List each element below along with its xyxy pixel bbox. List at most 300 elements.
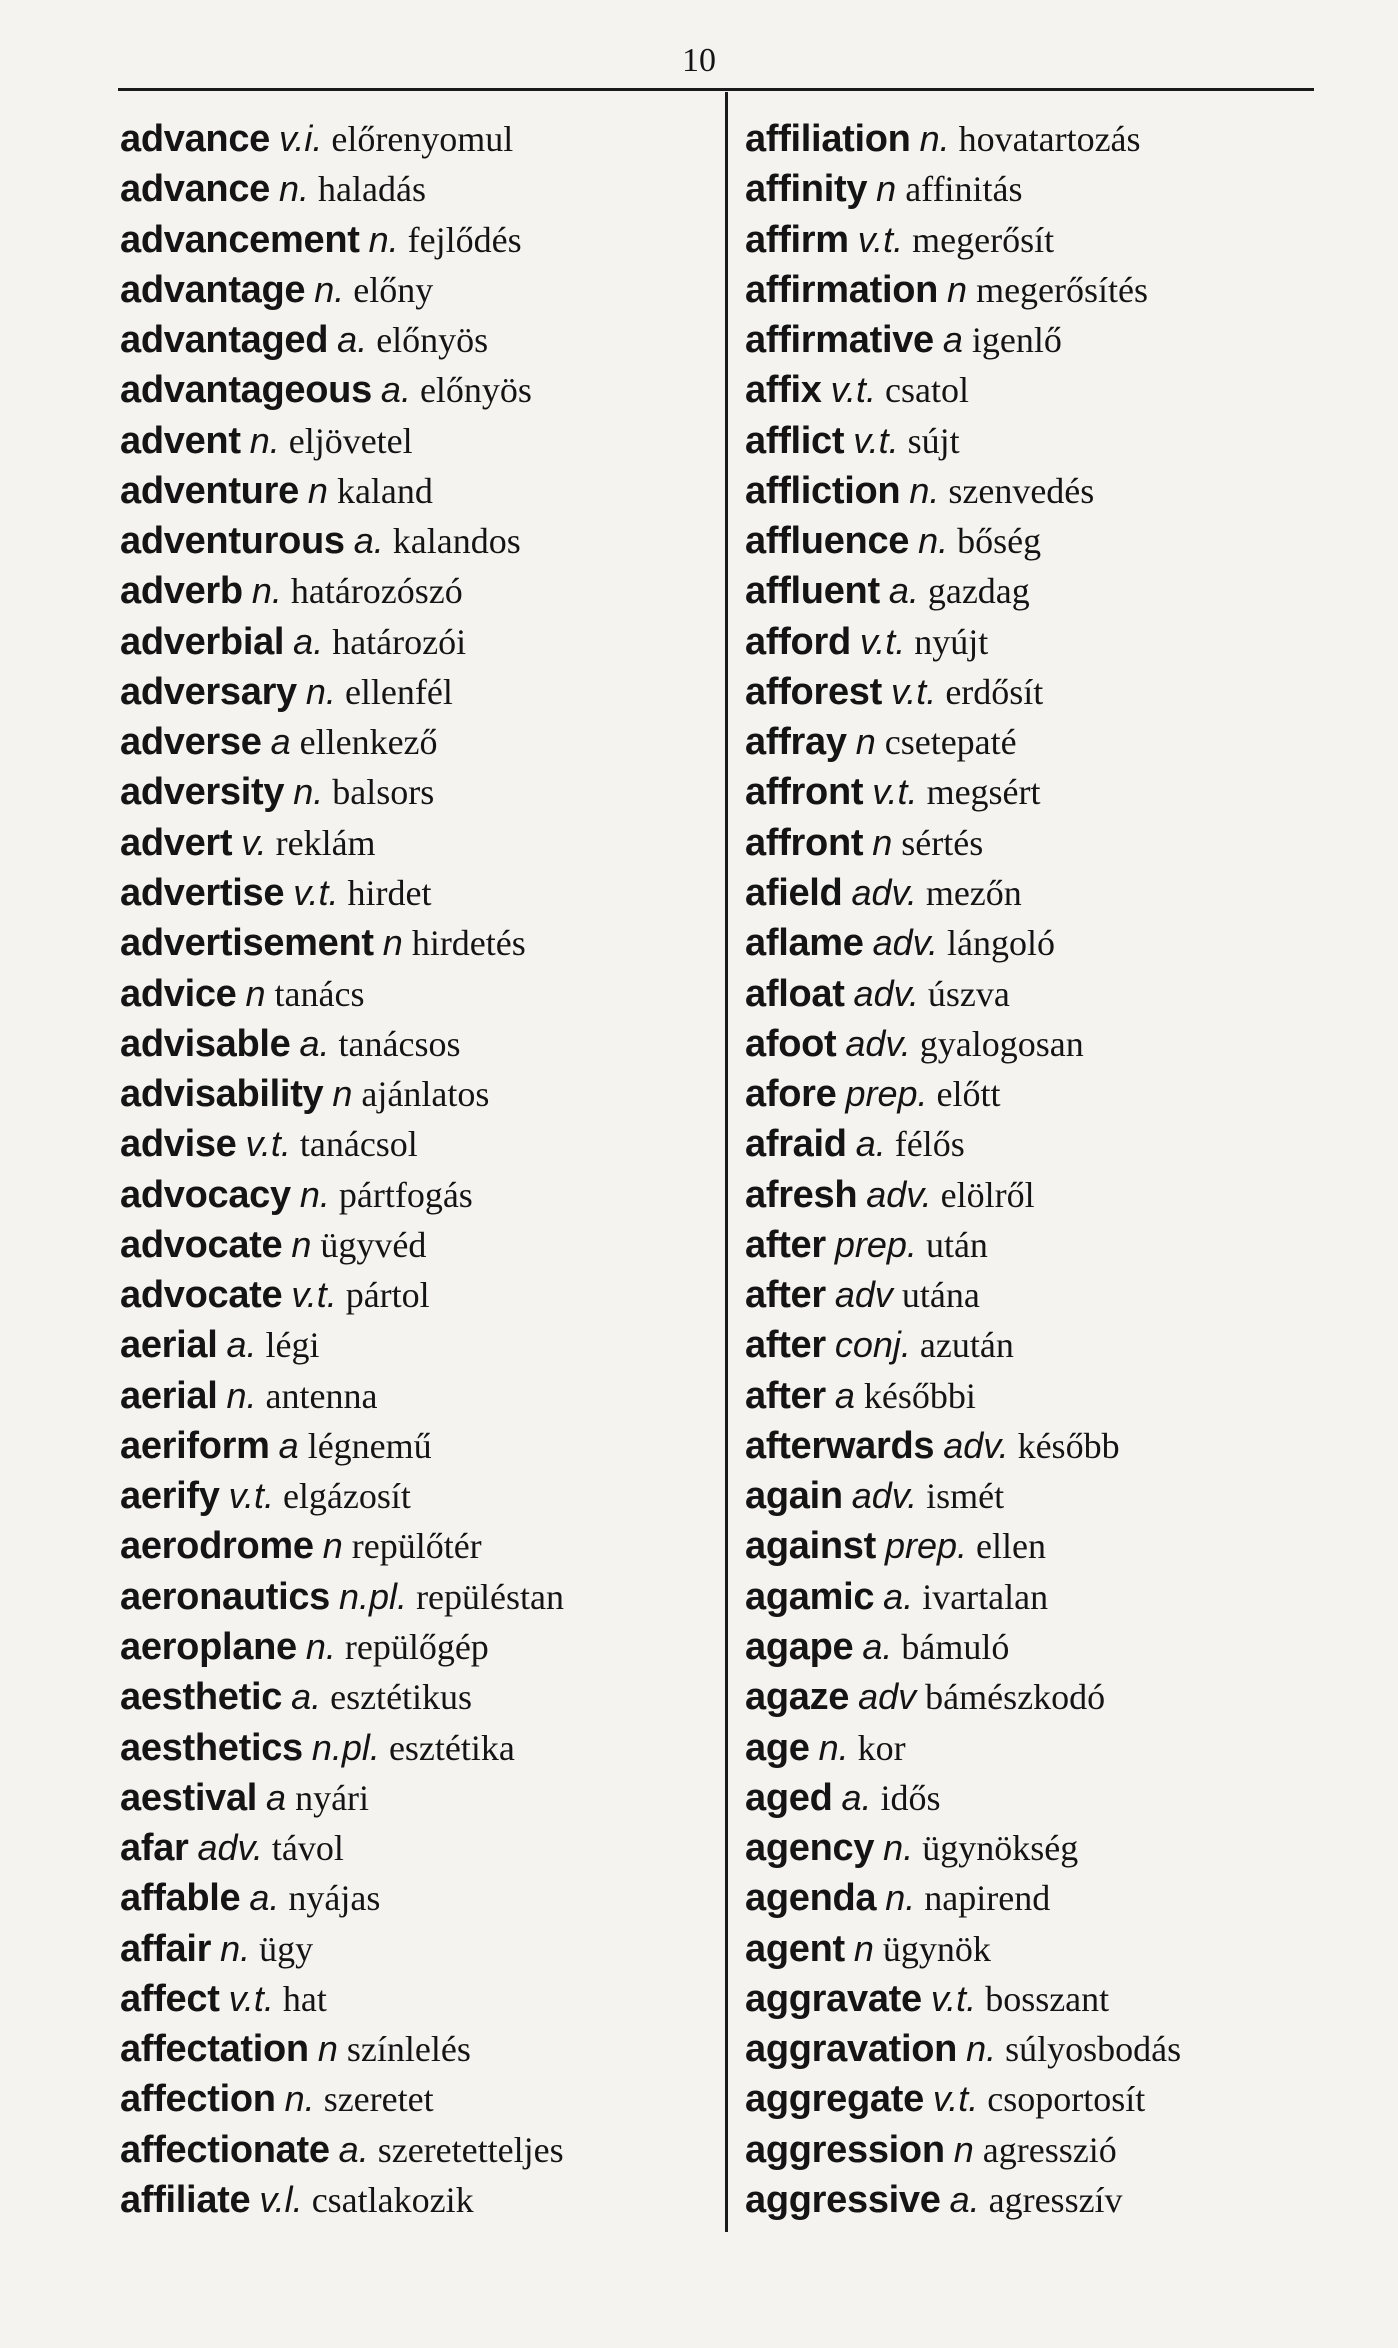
- headword: afraid: [745, 1123, 847, 1166]
- dictionary-entry: [120, 1270, 718, 1320]
- headword: affectation: [120, 2028, 309, 2071]
- dictionary-entry: [120, 717, 718, 767]
- translation: esztétika: [388, 1727, 515, 1768]
- translation: határozói: [332, 621, 467, 662]
- headword: afore: [745, 1073, 837, 1116]
- dictionary-entry: [745, 667, 1345, 717]
- dictionary-entry: [120, 617, 718, 667]
- translation: bámuló: [901, 1626, 1010, 1667]
- dictionary-entry: [745, 1924, 1345, 1974]
- headword: advert: [120, 821, 233, 864]
- translation: megsért: [926, 772, 1041, 813]
- part-of-speech: n.: [909, 469, 940, 511]
- translation: szenvedés: [948, 470, 1095, 511]
- dictionary-entry: [745, 1572, 1345, 1622]
- part-of-speech: a.: [380, 369, 411, 411]
- translation: nyájas: [288, 1878, 381, 1919]
- translation: ellenfél: [344, 671, 453, 712]
- translation: erdősít: [945, 671, 1044, 712]
- dictionary-entry: [745, 1823, 1345, 1873]
- part-of-speech: n.: [883, 1827, 914, 1869]
- translation: ismét: [926, 1476, 1005, 1517]
- dictionary-entry: [745, 969, 1345, 1019]
- translation: gyalogosan: [919, 1023, 1084, 1064]
- dictionary-entry: [745, 1622, 1345, 1672]
- translation: utána: [901, 1275, 980, 1316]
- headword: adversary: [120, 670, 297, 713]
- headword: afield: [745, 871, 843, 914]
- headword: adversity: [120, 771, 285, 814]
- dictionary-entry: [745, 1723, 1345, 1773]
- dictionary-entry: [120, 1119, 718, 1169]
- part-of-speech: v.t.: [228, 1475, 274, 1517]
- left-column: [120, 114, 718, 2225]
- headword: aesthetics: [120, 1726, 303, 1769]
- translation: ügy: [259, 1928, 314, 1969]
- part-of-speech: adv.: [197, 1827, 263, 1869]
- translation: ügynökség: [922, 1828, 1079, 1869]
- dictionary-entry: [745, 114, 1345, 164]
- dictionary-entry: [120, 2175, 718, 2225]
- part-of-speech: a.: [293, 620, 324, 662]
- part-of-speech: n.: [885, 1877, 916, 1919]
- part-of-speech: n: [317, 2028, 338, 2070]
- part-of-speech: n.: [226, 1374, 257, 1416]
- dictionary-entry: [120, 1371, 718, 1421]
- translation: csoportosít: [987, 2079, 1146, 2120]
- part-of-speech: v.t.: [291, 1274, 337, 1316]
- headword: adventurous: [120, 520, 345, 563]
- headword: aggregate: [745, 2078, 924, 2121]
- translation: agresszív: [988, 2179, 1123, 2220]
- headword: affront: [745, 771, 864, 814]
- part-of-speech: a: [266, 1776, 287, 1818]
- headword: advantage: [120, 268, 306, 311]
- headword: aged: [745, 1776, 833, 1819]
- headword: aflame: [745, 922, 864, 965]
- headword: after: [745, 1324, 826, 1367]
- dictionary-entry: [120, 1672, 718, 1722]
- translation: hirdet: [347, 872, 432, 913]
- headword: affix: [745, 369, 822, 412]
- translation: később: [1017, 1425, 1120, 1466]
- dictionary-entry: [120, 1069, 718, 1119]
- headword: affluence: [745, 520, 910, 563]
- translation: repüléstan: [416, 1576, 564, 1617]
- dictionary-entry: [120, 315, 718, 365]
- headword: affray: [745, 721, 847, 764]
- headword: agape: [745, 1625, 854, 1668]
- part-of-speech: a.: [249, 1877, 280, 1919]
- dictionary-entry: [120, 2125, 718, 2175]
- dictionary-entry: [120, 767, 718, 817]
- headword: aeronautics: [120, 1575, 331, 1618]
- translation: ivartalan: [922, 1576, 1049, 1617]
- part-of-speech: v.t.: [932, 2078, 979, 2120]
- dictionary-entry: [745, 2175, 1345, 2225]
- dictionary-entry: [120, 667, 718, 717]
- translation: hirdetés: [411, 923, 526, 964]
- headword: aerial: [120, 1324, 218, 1367]
- headword: afford: [745, 620, 851, 663]
- dictionary-entry: [120, 1773, 718, 1823]
- headword: agent: [745, 1927, 845, 1970]
- dictionary-entry: [745, 1270, 1345, 1320]
- translation: sértés: [901, 822, 984, 863]
- headword: aggressive: [745, 2178, 941, 2221]
- part-of-speech: n: [953, 2128, 974, 2170]
- dictionary-entry: [120, 1220, 718, 1270]
- translation: igenlő: [971, 320, 1062, 361]
- part-of-speech: prep.: [884, 1525, 967, 1567]
- translation: súlyosbodás: [1005, 2029, 1182, 2070]
- part-of-speech: prep.: [845, 1073, 928, 1115]
- translation: határozószó: [290, 571, 463, 612]
- part-of-speech: adv.: [851, 1475, 918, 1517]
- headword: adventure: [120, 469, 299, 512]
- dictionary-entry: [120, 516, 718, 566]
- part-of-speech: a.: [226, 1324, 257, 1366]
- translation: bosszant: [985, 1978, 1110, 2019]
- translation: napirend: [924, 1878, 1051, 1919]
- translation: balsors: [332, 772, 435, 813]
- translation: bámészkodó: [925, 1677, 1106, 1718]
- translation: reklám: [275, 822, 376, 863]
- translation: repülőtér: [351, 1526, 482, 1567]
- part-of-speech: n.: [284, 2078, 315, 2120]
- dictionary-entry: [120, 416, 718, 466]
- headword: aesthetic: [120, 1676, 283, 1719]
- dictionary-entry: [745, 1069, 1345, 1119]
- translation: ellenkező: [299, 722, 438, 763]
- part-of-speech: prep.: [834, 1223, 917, 1265]
- headword: afflict: [745, 419, 845, 462]
- part-of-speech: a.: [291, 1676, 322, 1718]
- part-of-speech: adv: [834, 1274, 893, 1316]
- dictionary-entry: [120, 1572, 718, 1622]
- headword: advocacy: [120, 1173, 291, 1216]
- headword: advise: [120, 1123, 237, 1166]
- part-of-speech: a: [270, 721, 291, 763]
- part-of-speech: n.: [918, 520, 949, 562]
- translation: esztétikus: [330, 1677, 473, 1718]
- dictionary-entry: [120, 1170, 718, 1220]
- translation: előtt: [936, 1074, 1001, 1115]
- part-of-speech: a.: [299, 1022, 330, 1064]
- headword: affinity: [745, 168, 868, 211]
- headword: after: [745, 1274, 826, 1317]
- headword: afoot: [745, 1022, 837, 1065]
- dictionary-entry: [745, 416, 1345, 466]
- dictionary-entry: [745, 1974, 1345, 2024]
- right-column: [745, 114, 1345, 2225]
- translation: ügyvéd: [320, 1224, 427, 1265]
- dictionary-entry: [745, 1421, 1345, 1471]
- dictionary-entry: [745, 164, 1345, 214]
- headword: advent: [120, 419, 241, 462]
- headword: advantageous: [120, 369, 372, 412]
- dictionary-entry: [745, 365, 1345, 415]
- headword: after: [745, 1374, 826, 1417]
- headword: affirm: [745, 218, 849, 261]
- part-of-speech: n: [853, 1927, 874, 1969]
- headword: adverbial: [120, 620, 285, 663]
- translation: azután: [919, 1325, 1014, 1366]
- headword: affluent: [745, 570, 880, 613]
- headword: again: [745, 1475, 843, 1518]
- headword: advocate: [120, 1223, 283, 1266]
- translation: tanácsos: [338, 1023, 461, 1064]
- headword: aggression: [745, 2128, 945, 2171]
- dictionary-entry: [120, 1974, 718, 2024]
- dictionary-entry: [120, 969, 718, 1019]
- headword: afar: [120, 1827, 189, 1870]
- dictionary-entry: [745, 818, 1345, 868]
- part-of-speech: n: [876, 168, 897, 210]
- translation: után: [925, 1224, 988, 1265]
- part-of-speech: v.t.: [293, 871, 339, 913]
- translation: előnyös: [376, 320, 489, 361]
- part-of-speech: v.t.: [872, 771, 918, 813]
- dictionary-entry: [120, 1873, 718, 1923]
- dictionary-entry: [745, 2125, 1345, 2175]
- part-of-speech: a: [834, 1374, 855, 1416]
- part-of-speech: n: [872, 821, 893, 863]
- translation: előny: [353, 269, 434, 310]
- dictionary-entry: [120, 918, 718, 968]
- translation: tanácsol: [299, 1124, 418, 1165]
- translation: agresszió: [982, 2129, 1117, 2170]
- part-of-speech: n: [291, 1223, 312, 1265]
- dictionary-entry: [120, 1521, 718, 1571]
- translation: nyújt: [914, 621, 989, 662]
- translation: úszva: [927, 973, 1010, 1014]
- dictionary-entry: [745, 1019, 1345, 1069]
- dictionary-entry: [120, 164, 718, 214]
- headword: affliction: [745, 469, 901, 512]
- headword: agenda: [745, 1877, 877, 1920]
- translation: színlelés: [346, 2029, 471, 2070]
- part-of-speech: n.: [314, 268, 345, 310]
- part-of-speech: conj.: [834, 1324, 911, 1366]
- part-of-speech: n: [855, 721, 876, 763]
- headword: afforest: [745, 670, 882, 713]
- dictionary-entry: [745, 767, 1345, 817]
- dictionary-entry: [120, 2074, 718, 2124]
- translation: előnyös: [419, 370, 532, 411]
- part-of-speech: n.: [818, 1726, 849, 1768]
- headword: agency: [745, 1827, 875, 1870]
- part-of-speech: a.: [888, 570, 919, 612]
- part-of-speech: a.: [949, 2178, 980, 2220]
- headword: advocate: [120, 1274, 283, 1317]
- translation: csatlakozik: [311, 2179, 474, 2220]
- header-rule: [118, 88, 1314, 91]
- translation: ajánlatos: [361, 1074, 490, 1115]
- part-of-speech: n: [322, 1525, 343, 1567]
- part-of-speech: n: [382, 922, 403, 964]
- dictionary-entry: [745, 1521, 1345, 1571]
- dictionary-entry: [120, 466, 718, 516]
- headword: affirmative: [745, 319, 934, 362]
- part-of-speech: n: [307, 469, 328, 511]
- translation: nyári: [295, 1777, 370, 1818]
- dictionary-entry: [745, 215, 1345, 265]
- dictionary-entry: [745, 2074, 1345, 2124]
- dictionary-entry: [745, 1873, 1345, 1923]
- headword: affable: [120, 1877, 241, 1920]
- headword: affirmation: [745, 268, 939, 311]
- translation: csatol: [884, 370, 969, 411]
- part-of-speech: a.: [883, 1575, 914, 1617]
- translation: kaland: [336, 470, 433, 511]
- translation: ügynök: [882, 1928, 991, 1969]
- translation: félős: [894, 1124, 965, 1165]
- translation: megerősítés: [976, 269, 1149, 310]
- part-of-speech: adv.: [866, 1173, 932, 1215]
- dictionary-entry: [745, 1220, 1345, 1270]
- headword: affectionate: [120, 2128, 330, 2171]
- part-of-speech: n.: [279, 168, 310, 210]
- headword: advantaged: [120, 319, 329, 362]
- translation: hat: [282, 1978, 327, 2019]
- dictionary-entry: [120, 1019, 718, 1069]
- dictionary-entry: [745, 315, 1345, 365]
- translation: légnemű: [307, 1425, 432, 1466]
- translation: csetepaté: [884, 722, 1017, 763]
- part-of-speech: adv: [858, 1676, 917, 1718]
- part-of-speech: n: [245, 972, 266, 1014]
- dictionary-entry: [745, 617, 1345, 667]
- headword: advisable: [120, 1022, 291, 1065]
- part-of-speech: a.: [337, 319, 368, 361]
- translation: tanács: [274, 973, 365, 1014]
- translation: pártfogás: [338, 1174, 473, 1215]
- dictionary-entry: [120, 566, 718, 616]
- part-of-speech: n: [947, 268, 968, 310]
- translation: sújt: [907, 420, 960, 461]
- dictionary-entry: [120, 868, 718, 918]
- headword: affair: [120, 1927, 212, 1970]
- headword: affront: [745, 821, 864, 864]
- headword: aggravate: [745, 1977, 922, 2020]
- part-of-speech: adv.: [943, 1424, 1009, 1466]
- part-of-speech: adv.: [872, 922, 938, 964]
- dictionary-entry: [745, 1773, 1345, 1823]
- translation: affinitás: [905, 169, 1023, 210]
- dictionary-entry: [745, 1119, 1345, 1169]
- dictionary-entry: [120, 1723, 718, 1773]
- translation: repülőgép: [344, 1626, 489, 1667]
- headword: affiliation: [745, 118, 911, 160]
- translation: lángoló: [946, 923, 1055, 964]
- part-of-speech: v.t.: [228, 1977, 274, 2019]
- part-of-speech: n.: [293, 771, 324, 813]
- headword: aeroplane: [120, 1625, 297, 1668]
- translation: előrenyomul: [331, 119, 514, 159]
- part-of-speech: n.: [966, 2028, 997, 2070]
- translation: fejlődés: [407, 219, 522, 260]
- dictionary-entry: [745, 2024, 1345, 2074]
- headword: aggravation: [745, 2028, 958, 2071]
- headword: adverb: [120, 570, 243, 613]
- part-of-speech: n.: [368, 218, 399, 260]
- translation: bőség: [957, 521, 1042, 562]
- dictionary-entry: [120, 2024, 718, 2074]
- dictionary-entry: [745, 566, 1345, 616]
- dictionary-entry: [745, 868, 1345, 918]
- part-of-speech: n.: [220, 1927, 251, 1969]
- translation: eljövetel: [288, 420, 413, 461]
- translation: hovatartozás: [958, 119, 1141, 159]
- dictionary-entry: [120, 265, 718, 315]
- part-of-speech: adv.: [851, 871, 917, 913]
- headword: agaze: [745, 1676, 850, 1719]
- headword: aestival: [120, 1776, 258, 1819]
- translation: idős: [880, 1777, 941, 1818]
- dictionary-entry: [120, 1421, 718, 1471]
- part-of-speech: v.l.: [259, 2178, 303, 2220]
- headword: advertisement: [120, 922, 374, 965]
- headword: advertise: [120, 871, 285, 914]
- dictionary-entry: [745, 1672, 1345, 1722]
- headword: afterwards: [745, 1424, 935, 1467]
- part-of-speech: v.: [241, 821, 267, 863]
- part-of-speech: adv.: [845, 1022, 911, 1064]
- part-of-speech: n.pl.: [339, 1575, 408, 1617]
- dictionary-entry: [120, 1823, 718, 1873]
- translation: távol: [271, 1828, 344, 1869]
- dictionary-entry: [745, 1170, 1345, 1220]
- translation: későbbi: [863, 1375, 976, 1416]
- dictionary-entry: [120, 818, 718, 868]
- headword: advice: [120, 972, 237, 1015]
- column-divider: [725, 92, 728, 2232]
- dictionary-entry: [745, 717, 1345, 767]
- dictionary-entry: [745, 1320, 1345, 1370]
- translation: megerősít: [912, 219, 1055, 260]
- dictionary-entry: [120, 365, 718, 415]
- dictionary-entry: [120, 215, 718, 265]
- dictionary-entry: [745, 466, 1345, 516]
- translation: haladás: [318, 169, 426, 210]
- translation: kalandos: [392, 521, 521, 562]
- dictionary-entry: [120, 1320, 718, 1370]
- part-of-speech: a.: [855, 1123, 886, 1165]
- part-of-speech: v.t.: [930, 1977, 977, 2019]
- headword: against: [745, 1525, 876, 1568]
- translation: szeretet: [323, 2079, 434, 2120]
- headword: affiliate: [120, 2178, 251, 2221]
- dictionary-entry: [745, 265, 1345, 315]
- translation: pártol: [345, 1275, 430, 1316]
- headword: afloat: [745, 972, 845, 1015]
- translation: elölről: [940, 1174, 1035, 1215]
- headword: advance: [120, 118, 270, 160]
- part-of-speech: v.t.: [890, 670, 937, 712]
- dictionary-entry: [745, 918, 1345, 968]
- headword: aerodrome: [120, 1525, 314, 1568]
- part-of-speech: v.t.: [859, 620, 906, 662]
- part-of-speech: a.: [862, 1625, 893, 1667]
- translation: kor: [857, 1727, 906, 1768]
- headword: adverse: [120, 721, 262, 764]
- part-of-speech: n.: [251, 570, 282, 612]
- part-of-speech: n.pl.: [311, 1726, 380, 1768]
- headword: aerial: [120, 1374, 218, 1417]
- translation: ellen: [976, 1526, 1046, 1567]
- part-of-speech: a: [278, 1424, 299, 1466]
